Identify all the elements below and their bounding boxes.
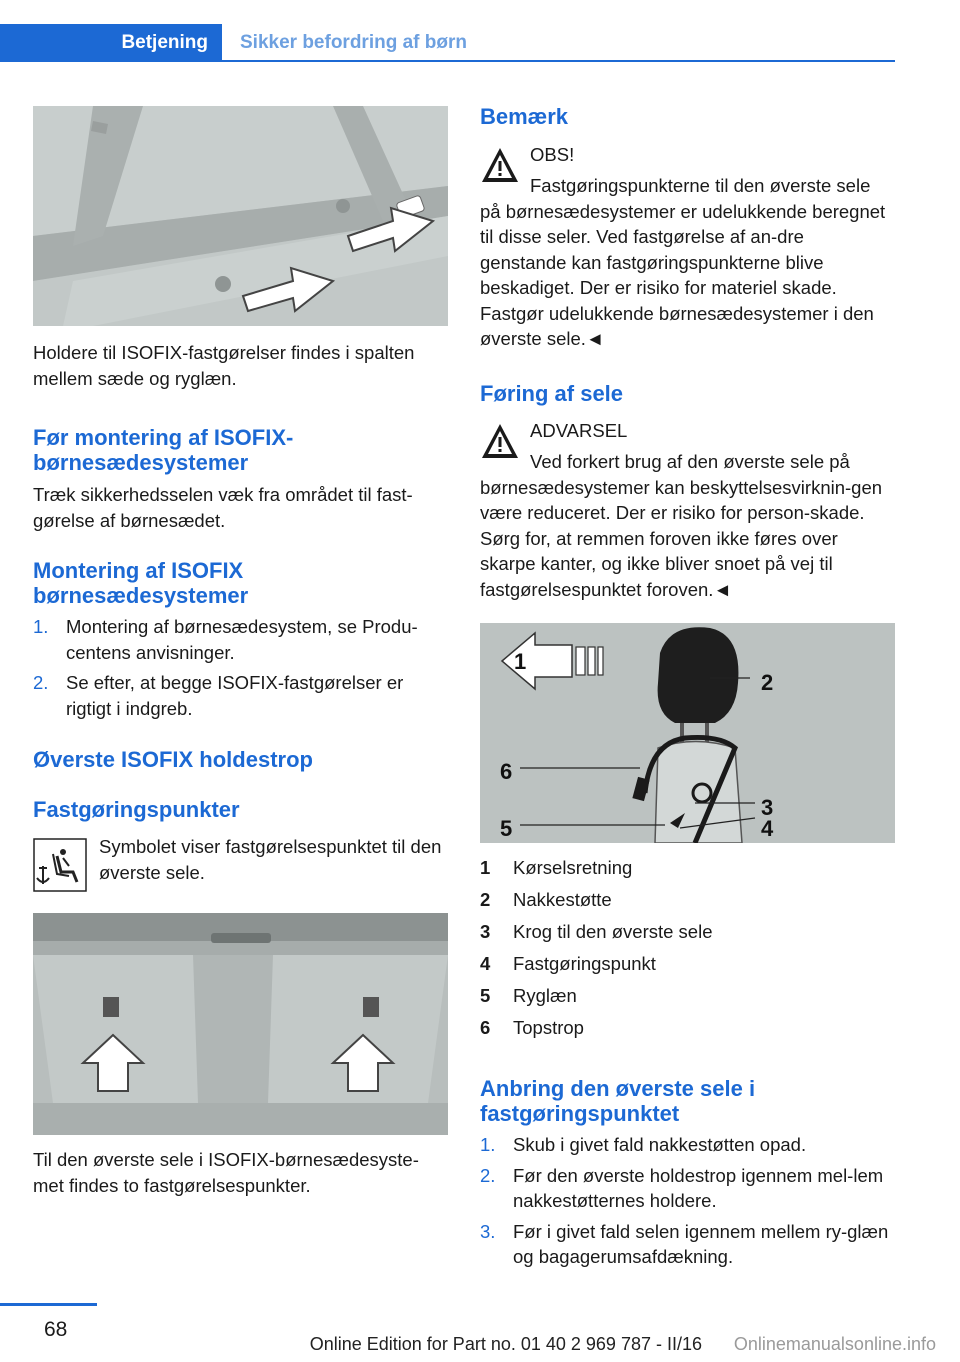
note-warning-box: [480, 142, 895, 352]
isofix-symbol: [33, 838, 87, 892]
legend-number: 3: [480, 921, 491, 942]
caption-anchor-points: Til den øverste sele i ISOFIX-børnesædesyste-met findes to fastgørelsespunkter.: [33, 1149, 419, 1196]
note-title: OBS!: [530, 144, 575, 165]
edition-text: Online Edition for Part no. 01 40 2 969 787 - II/16: [309, 1334, 702, 1354]
legend-number: 1: [480, 857, 491, 878]
heading-before-mounting: Før montering af ISOFIX-børnesædesystemer: [33, 425, 294, 475]
symbol-description: Symbolet viser fastgørelsespunktet til den øverste sele.: [99, 836, 442, 883]
legend-row: [480, 980, 895, 1012]
diagram-label-1: 1: [514, 649, 527, 674]
step-number: 3.: [480, 1220, 496, 1242]
warning-body: Ved forkert brug af den øverste sele på børnesædesystemer kan beskyttelsesvirknin-gen være reduceret. Der er risiko for person-skade. Sørg for, at remmen foroven ikke føres over skarpe kanter, og ikke bliver snoet på vej til fastgørelsespunktet foroven.◄: [480, 451, 883, 600]
header-rule: [0, 60, 895, 62]
legend-number: 4: [480, 953, 491, 974]
heading-mounting: Montering af ISOFIX børnesædesystemer: [33, 558, 249, 608]
mounting-steps: [33, 614, 448, 726]
legend-text: Kørselsretning: [513, 857, 633, 878]
legend-row: [480, 916, 895, 948]
step-text: Skub i givet fald nakkestøtten opad.: [513, 1134, 807, 1155]
step-number: 2.: [33, 672, 49, 693]
caption-isofix-holders: Holdere til ISOFIX-fastgørelser findes i spalten mellem sæde og ryglæn.: [33, 342, 415, 389]
step-text: Montering af børnesædesystem, se Produ-centens anvisninger.: [66, 616, 418, 663]
headrest-diagram: [480, 623, 895, 843]
anchor-seat-icon: [33, 838, 87, 892]
step-text: Se efter, at begge ISOFIX-fastgørelser er rigtigt i indgreb.: [66, 672, 404, 719]
diagram-label-5: 5: [500, 816, 513, 841]
legend-number: 2: [480, 889, 491, 910]
list-item: [33, 614, 448, 665]
legend-text: Topstrop: [513, 1017, 584, 1038]
diagram-label-3: 3: [761, 795, 774, 820]
list-item: [480, 1163, 895, 1214]
heading-anchor-points: Fastgøringspunkter: [33, 797, 240, 822]
legend-row: [480, 948, 895, 980]
routing-warning-box: [480, 418, 895, 608]
attach-steps: [480, 1132, 895, 1275]
legend-text: Krog til den øverste sele: [513, 921, 713, 942]
diagram-label-4: 4: [761, 816, 774, 841]
legend-row: [480, 852, 895, 884]
heading-routing: Føring af sele: [480, 381, 624, 406]
warning-title: ADVARSEL: [530, 420, 628, 441]
subsection-tab: Sikker befordring af børn: [240, 32, 467, 53]
diagram-label-6: 6: [500, 759, 513, 784]
diagram-legend: [480, 852, 895, 1044]
legend-row: [480, 1012, 895, 1044]
heading-top-tether: Øverste ISOFIX holdestrop: [33, 747, 313, 772]
watermark: Onlinemanualsonline.info: [733, 1334, 936, 1354]
step-number: 2.: [480, 1164, 496, 1186]
anchor-points-photo: [33, 913, 448, 1135]
warning-text: [480, 449, 895, 602]
page-header: [0, 0, 960, 64]
list-item: [480, 1219, 895, 1270]
step-number: 1.: [480, 1134, 496, 1155]
isofix-holders-photo: [33, 106, 448, 326]
legend-text: Ryglæn: [513, 985, 577, 1006]
legend-number: 5: [480, 985, 491, 1006]
note-body: Fastgøringspunkterne til den øverste sele på børnesædesystemer er udelukkende beregnet til disse seler. Ved fastgørelse af an-dre genstande kan fastgøringspunkterne blive beskadiget. Der er risiko for materiel skade. Fastgør udelukkende børnesædesystemer i den øverste sele.◄: [480, 175, 886, 349]
heading-attach: Anbring den øverste sele i fastgøringspunktet: [480, 1076, 756, 1126]
section-tab: Betjening: [0, 24, 222, 62]
page-number: 68: [44, 1318, 68, 1341]
text-before-mounting: Træk sikkerhedsselen væk fra området til fast-gørelse af børnesædet.: [33, 484, 413, 531]
legend-row: [480, 884, 895, 916]
legend-text: Fastgøringspunkt: [513, 953, 656, 974]
note-text: [480, 173, 895, 352]
step-number: 1.: [33, 616, 49, 637]
legend-text: Nakkestøtte: [513, 889, 612, 910]
list-item: [33, 670, 448, 721]
legend-number: 6: [480, 1017, 491, 1038]
footer-rule: [0, 1303, 97, 1306]
heading-note: Bemærk: [480, 104, 569, 129]
list-item: [480, 1132, 895, 1158]
step-text: Før i givet fald selen igennem mellem ry-glæn og bagagerumsafdækning.: [513, 1220, 889, 1267]
step-text: Før den øverste holdestrop igennem mel-lem nakkestøtternes holdere.: [513, 1164, 884, 1211]
diagram-label-2: 2: [761, 670, 774, 695]
